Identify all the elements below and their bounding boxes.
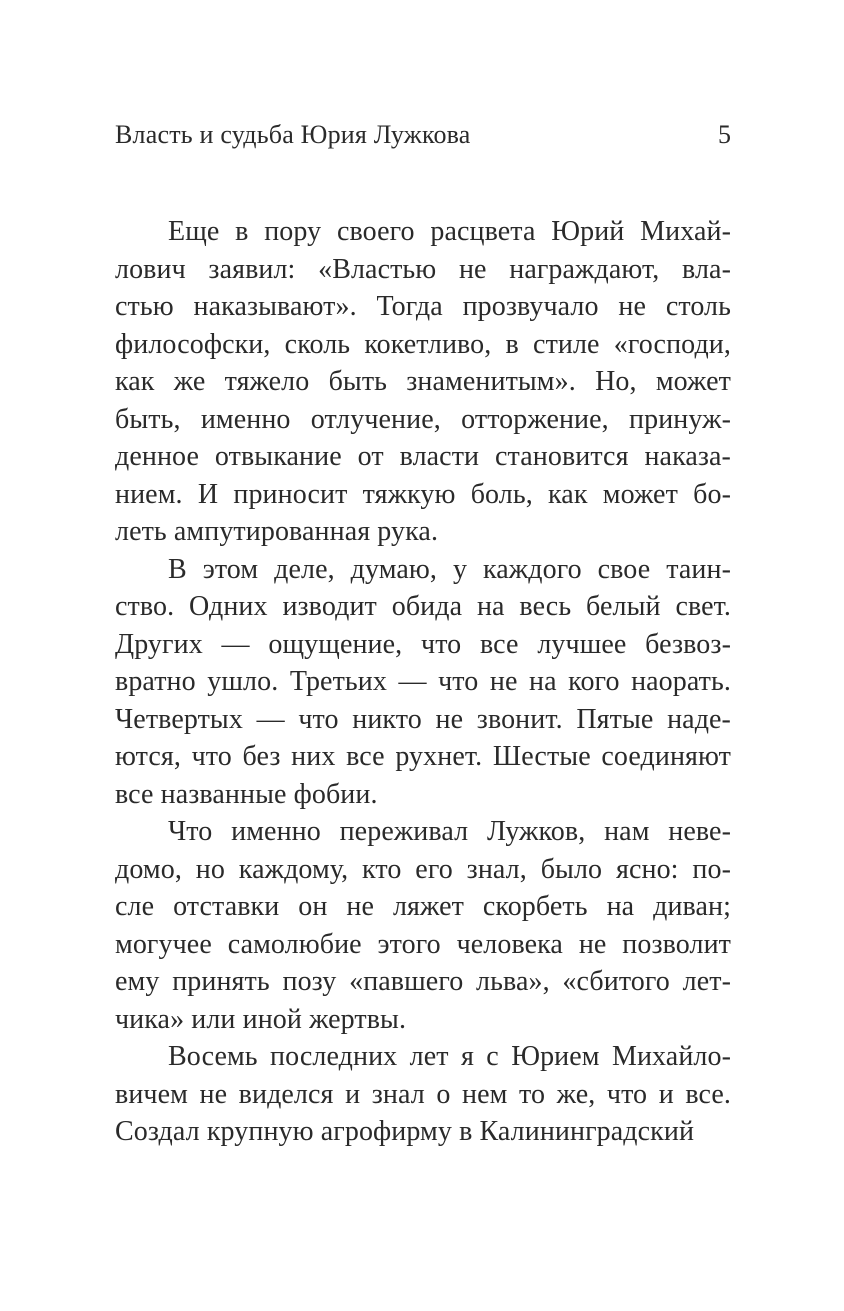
text-line: Еще в пору своего расцвета Юрий Михай- [168,216,731,247]
text-line: стью наказывают». Тогда прозвучало не столь [115,291,731,322]
text-line: ство. Одних изводит обида на весь белый свет. [115,591,731,622]
text-line: нием. И приносит тяжкую боль, как может бо- [115,478,731,510]
text-line: леть ампутированная рука. [115,516,439,547]
text-line: В этом деле, думаю, у каждого свое таин- [168,553,731,585]
text-line: ему принять позу «павшего льва», «сбитого лет- [115,966,731,997]
text-line: как же тяжело быть знаменитым». Но, может [115,366,731,397]
text-line: лович заявил: «Властью не награждают, вла- [115,253,731,285]
page-number: 5 [718,120,731,149]
text-line: вичем не виделся и знал о нем то же, что и все. [115,1078,731,1110]
text-line: Создал крупную агрофирму в Калининградский [115,1116,695,1147]
text-line: философски, сколь кокетливо, в стиле «господи, [115,328,731,360]
text-line: Что именно переживал Лужков, нам неве- [168,816,731,847]
text-line: сле отставки он не ляжет скорбеть на диван; [115,891,731,922]
text-line: домо, но каждому, кто его знал, было ясно: по- [115,853,731,885]
text-line: быть, именно отлучение, отторжение, принуж- [115,403,731,435]
text-line: Других — ощущение, что все лучшее безвоз- [115,628,731,660]
text-line: вратно ушло. Третьих — что не на кого наорать. [115,666,731,697]
text-line: чика» или иной жертвы. [115,1003,407,1035]
text-line: Четвертых — что никто не звонит. Пятые наде- [115,703,731,735]
text-line: все названные фобии. [115,778,378,810]
text-line: могучее самолюбие этого человека не позволит [115,928,731,960]
running-header [0,0,844,151]
text-line: Восемь последних лет я с Юрием Михайло- [168,1041,731,1072]
text-line: денное отвыкание от власти становится наказа- [115,441,731,472]
body-text [115,213,731,1151]
text-line: ются, что без них все рухнет. Шестые соединяют [115,741,731,772]
running-title: Власть и судьба Юрия Лужкова [115,120,471,149]
